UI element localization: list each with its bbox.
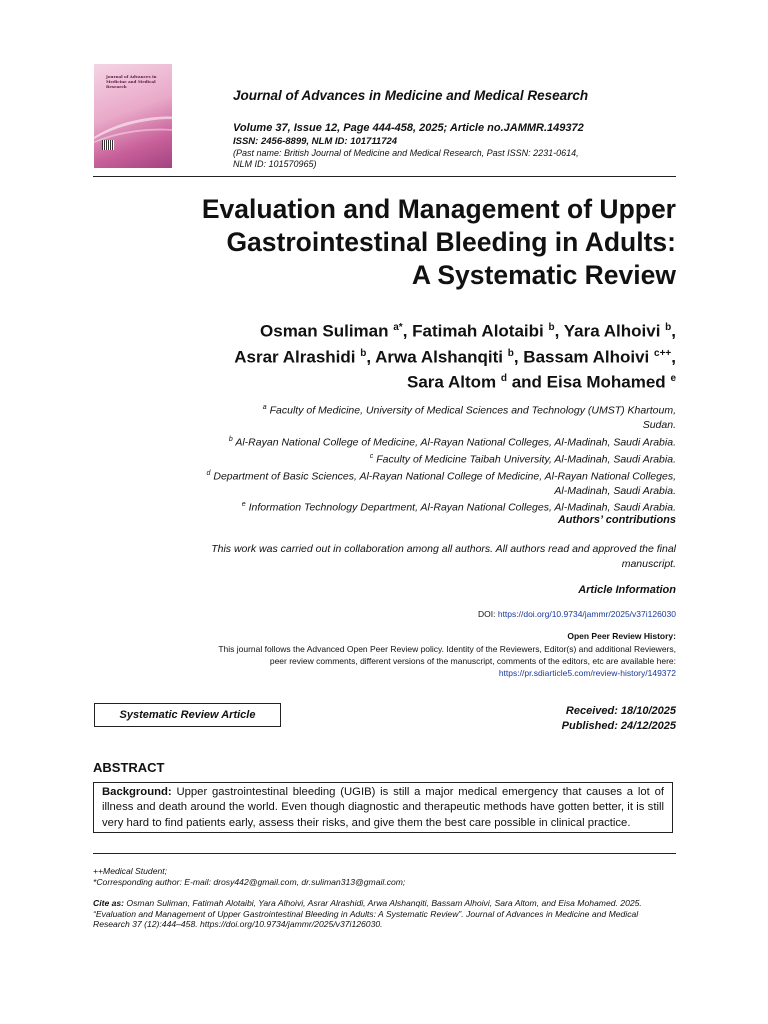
affiliation-item: $^a$ Faculty of Medicine, University of Medical Sciences and Technology (UMST) Khartoum, bbox=[262, 404, 676, 417]
issn-info: ISSN: 2456-8899, NLM ID: 101711724 bbox=[233, 136, 398, 147]
affiliation-item-cont: Sudan. bbox=[642, 419, 676, 431]
published-date: Published: 24/12/2025 bbox=[561, 720, 676, 732]
cite-label: Cite as: bbox=[93, 898, 125, 908]
contributions-heading: Authors’ contributions bbox=[557, 514, 676, 526]
author-name: Eisa Mohamed bbox=[546, 372, 666, 392]
abstract-heading: ABSTRACT bbox=[93, 760, 165, 775]
footnote-divider bbox=[93, 853, 676, 854]
cite-as bbox=[93, 898, 676, 930]
peer-review-link[interactable]: https://pr.sdiarticle5.com/review-history/149372 bbox=[498, 668, 676, 678]
barcode-icon bbox=[102, 140, 114, 150]
footnote-corresponding: *Corresponding author: E-mail: drosy442@gmail.com, dr.suliman313@gmail.com; bbox=[93, 877, 406, 887]
peer-review-text: This journal follows the Advanced Open Peer Review policy. Identity of the Reviewers, Editor(s) and additional Reviewers, peer review comments, different versions of the manuscript, comments of the editors, etc are available here: https://pr.sdiarticle5.com/review-history/149372 bbox=[218, 644, 676, 678]
title-line: Evaluation and Management of Upper bbox=[201, 194, 676, 224]
doi-line: DOI: https://doi.org/10.9734/jammr/2025/v37i126030 bbox=[478, 609, 676, 619]
doi-link[interactable]: https://doi.org/10.9734/jammr/2025/v37i126030 bbox=[497, 609, 676, 619]
author-name: Fatimah Alotaibi bbox=[412, 321, 544, 341]
article-type-badge: Systematic Review Article bbox=[94, 703, 281, 727]
affiliation-item-cont: Al-Madinah, Saudi Arabia. bbox=[554, 484, 676, 497]
past-name-info: (Past name: British Journal of Medicine and Medical Research, Past ISSN: 2231-0614, NLM ID: 101570965) bbox=[233, 148, 579, 169]
author-list: Osman Suliman $^{a*}$, Fatimah Alotaibi $^b$, Yara Alhoivi $^b$, Asrar Alrashidi $^b$, Arwa Alshanqiti $^b$, Bassam Alhoivi $^{c++}$, Sara Altom $^d$ and Eisa Mohamed $^e$ bbox=[234, 321, 676, 392]
author-name: Sara Altom bbox=[407, 372, 497, 392]
affiliation-item: $^b$ Al-Rayan National College of Medicine, Al-Rayan National Colleges, Al-Madinah, Saudi Arabia. bbox=[228, 435, 676, 448]
author-name: Yara Alhoivi bbox=[563, 321, 661, 341]
volume-info: Volume 37, Issue 12, Page 444-458, 2025; Article no.JAMMR.149372 bbox=[233, 122, 584, 134]
affiliation-item: $^c$ Faculty of Medicine Taibah University, Al-Madinah, Saudi Arabia. bbox=[369, 452, 676, 465]
affiliation-item: $^e$ Information Technology Department, Al-Rayan National Colleges, Al-Madinah, Saudi Arabia. bbox=[241, 501, 676, 514]
abstract-text: Upper gastrointestinal bleeding (UGIB) is still a major medical emergency that causes a lot of illness and death around the world. Even though diagnostic and therapeutic methods have gotten better, it is still very hard to find patients early, assess their risks, and give them the best care possible in clinical practice. bbox=[102, 786, 664, 829]
title-line: Gastrointestinal Bleeding in Adults: bbox=[226, 227, 676, 257]
abstract-label: Background: bbox=[102, 786, 172, 798]
journal-name: Journal of Advances in Medicine and Medical Research bbox=[233, 88, 589, 103]
author-name: Osman Suliman bbox=[260, 321, 389, 341]
received-date: Received: 18/10/2025 bbox=[565, 705, 676, 717]
author-name: Bassam Alhoivi bbox=[523, 347, 650, 367]
affiliations bbox=[76, 401, 676, 515]
journal-cover-image bbox=[94, 64, 172, 168]
footnote-student: ++Medical Student; bbox=[93, 866, 168, 876]
publication-dates bbox=[562, 704, 676, 734]
author-name: Asrar Alrashidi bbox=[234, 347, 356, 367]
author-name: Arwa Alshanqiti bbox=[375, 347, 503, 367]
cite-text: Osman Suliman, Fatimah Alotaibi, Yara Alhoivi, Asrar Alrashidi, Arwa Alshanqiti, Bassam Alhoivi, Sara Altom, and Eisa Mohamed. 2025. “Evaluation and Management of Upper Gastrointestinal Bleeding in Adults: A Systematic Review”. Journal of Advances in Medicine and Medical Research 37 (12):444–458. https://doi.org/10.9734/jammr/2025/v37i126030. bbox=[93, 898, 642, 929]
cover-title: Journal of Advances in Medicine and Medical Research bbox=[106, 74, 157, 89]
abstract-box bbox=[93, 782, 673, 833]
contributions-text: This work was carried out in collaboration among all authors. All authors read and approved the final manuscript. bbox=[211, 543, 676, 570]
title-line: A Systematic Review bbox=[411, 260, 676, 290]
header-divider bbox=[93, 176, 676, 177]
paper-title bbox=[96, 193, 676, 292]
peer-review-heading: Open Peer Review History: bbox=[567, 631, 676, 641]
affiliation-item: $^d$ Department of Basic Sciences, Al-Rayan National College of Medicine, Al-Rayan National Colleges, bbox=[206, 469, 676, 482]
article-info-heading: Article Information bbox=[578, 584, 676, 596]
